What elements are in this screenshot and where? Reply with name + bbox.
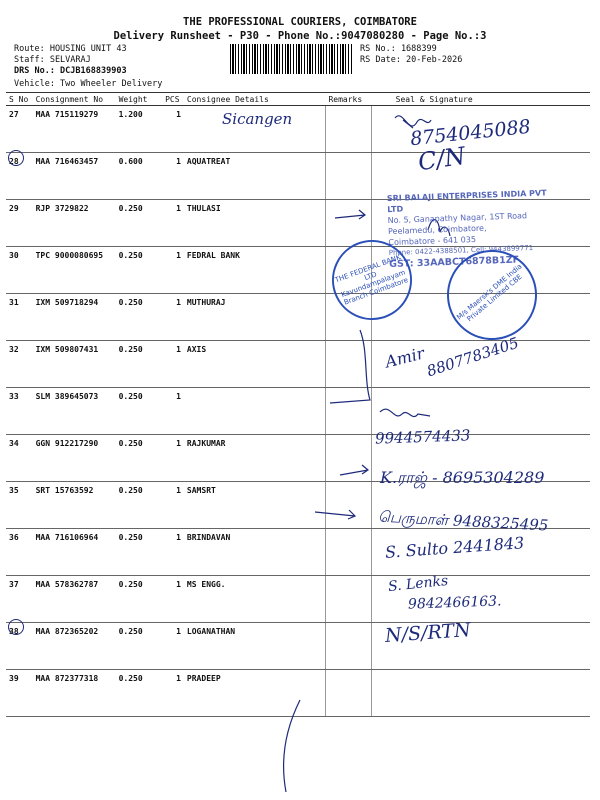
row-weight: 0.250 bbox=[116, 670, 163, 717]
row-pcs: 1 bbox=[162, 623, 184, 670]
row-sno: 38 bbox=[6, 623, 33, 670]
row-consignment-no: RJP 3729822 bbox=[33, 200, 116, 247]
row33-handwritten-sig: Amir bbox=[383, 343, 427, 372]
row-pcs: 1 bbox=[162, 247, 184, 294]
row-consignee: THULASI bbox=[184, 200, 326, 247]
row-pcs: 1 bbox=[162, 106, 184, 153]
row-pcs: 1 bbox=[162, 482, 184, 529]
row-consignment-no: MAA 716463457 bbox=[33, 153, 116, 200]
row-consignment-no: MAA 872377318 bbox=[33, 670, 116, 717]
row-pcs: 1 bbox=[162, 529, 184, 576]
row34-signature-stroke bbox=[380, 409, 430, 416]
runsheet-subtitle: Delivery Runsheet - P30 - Phone No.:9047080280 - Page No.:3 bbox=[113, 30, 487, 42]
row-sno: 37 bbox=[6, 576, 33, 623]
staff-label: Staff: SELVARAJ bbox=[14, 55, 91, 65]
arrow-29 bbox=[335, 210, 365, 219]
row-sno: 34 bbox=[6, 435, 33, 482]
row-consignment-no: MAA 716106964 bbox=[33, 529, 116, 576]
col-header: Weight bbox=[116, 93, 163, 106]
company-stamp-line: Coimbatore - 641 035 bbox=[388, 234, 477, 248]
arrow-35 bbox=[340, 465, 368, 475]
row-consignment-no: GGN 912217290 bbox=[33, 435, 116, 482]
row-weight: 0.250 bbox=[116, 435, 163, 482]
row-consignment-no: MAA 872365202 bbox=[33, 623, 116, 670]
row-consignee: LOGANATHAN bbox=[184, 623, 326, 670]
row39-handwritten-note: N/S/RTN bbox=[384, 619, 472, 647]
row37-handwritten-note: S. Sulto 2441843 bbox=[384, 533, 525, 562]
federal-bank-stamp-text: THE FEDERAL BANK LTD Kavundampalayam Branch Coimbatore bbox=[333, 253, 410, 307]
company-stamp-line: Peelamedu, Coimbatore, bbox=[387, 223, 487, 237]
row-weight: 0.250 bbox=[116, 200, 163, 247]
company-stamp-line: No. 5, Ganapathy Nagar, 1ST Road bbox=[387, 211, 528, 226]
row28-handwritten-sig: C/N bbox=[416, 141, 468, 177]
route-label: Route: HOUSING UNIT 43 bbox=[14, 44, 127, 54]
row-weight: 0.250 bbox=[116, 247, 163, 294]
row-consignee: MS ENGG. bbox=[184, 576, 326, 623]
row-consignee: AQUATREAT bbox=[184, 153, 326, 200]
row35-handwritten-note: K.ராஜ் - 8695304289 bbox=[380, 468, 545, 487]
row-pcs: 1 bbox=[162, 670, 184, 717]
row28-circle-mark bbox=[8, 150, 24, 166]
row38-handwritten-name: S. Lenks bbox=[387, 572, 449, 596]
row-weight: 0.600 bbox=[116, 153, 163, 200]
col-header: PCS bbox=[162, 93, 184, 106]
row-weight: 1.200 bbox=[116, 106, 163, 153]
row-pcs: 1 bbox=[162, 200, 184, 247]
col-header: Seal & Signature bbox=[372, 93, 590, 106]
row-pcs: 1 bbox=[162, 341, 184, 388]
row-weight: 0.250 bbox=[116, 388, 163, 435]
row34-handwritten-phone: 9944574433 bbox=[374, 426, 471, 448]
company-stamp-line: SRI BALAJI ENTERPRISES INDIA PVT LTD bbox=[386, 188, 547, 215]
rs-number: RS No.: 1688399 bbox=[360, 44, 437, 54]
row-weight: 0.250 bbox=[116, 529, 163, 576]
row38-handwritten-phone: 9842466163. bbox=[407, 593, 502, 613]
row-consignee: AXIS bbox=[184, 341, 326, 388]
rs-date: RS Date: 20-Feb-2026 bbox=[360, 55, 463, 65]
row-sno: 32 bbox=[6, 341, 33, 388]
row39-circle-mark bbox=[8, 619, 24, 635]
row33-bracket bbox=[330, 330, 370, 403]
row-consignment-no: SLM 389645073 bbox=[33, 388, 116, 435]
row-consignment-no: MAA 715119279 bbox=[33, 106, 116, 153]
row-pcs: 1 bbox=[162, 153, 184, 200]
row-weight: 0.250 bbox=[116, 341, 163, 388]
row-sno: 28 bbox=[6, 153, 33, 200]
col-header: Remarks bbox=[325, 93, 371, 106]
row-weight: 0.250 bbox=[116, 576, 163, 623]
row-consignee: SAMSRT bbox=[184, 482, 326, 529]
runsheet-title: THE PROFESSIONAL COURIERS, COIMBATORE bbox=[183, 16, 417, 28]
row-consignment-no: MAA 578362787 bbox=[33, 576, 116, 623]
row-consignment-no: IXM 509807431 bbox=[33, 341, 116, 388]
row-consignee: BRINDAVAN bbox=[184, 529, 326, 576]
row-consignee: FEDRAL BANK bbox=[184, 247, 326, 294]
row-weight: 0.250 bbox=[116, 623, 163, 670]
row-sno: 39 bbox=[6, 670, 33, 717]
bottom-pen-stroke bbox=[284, 700, 300, 792]
row-sno: 27 bbox=[6, 106, 33, 153]
dme-stamp-text: M/s Maersk's DME India Private Limited CBE bbox=[455, 262, 524, 324]
row-pcs: 1 bbox=[162, 576, 184, 623]
row-weight: 0.250 bbox=[116, 482, 163, 529]
row-sno: 31 bbox=[6, 294, 33, 341]
row-consignee: MUTHURAJ bbox=[184, 294, 326, 341]
row-sno: 29 bbox=[6, 200, 33, 247]
row-weight: 0.250 bbox=[116, 294, 163, 341]
row-consignment-no: TPC 9000080695 bbox=[33, 247, 116, 294]
company-stamp-gst: GST: 33AABCT6878B1ZF bbox=[389, 254, 520, 271]
row-pcs: 1 bbox=[162, 294, 184, 341]
row33-handwritten-phone: 8807783405 bbox=[424, 333, 521, 381]
row27-handwritten-phone: 8754045088 bbox=[409, 115, 532, 151]
vehicle-label: Vehicle: Two Wheeler Delivery bbox=[14, 79, 163, 89]
row-pcs: 1 bbox=[162, 388, 184, 435]
row-sno: 35 bbox=[6, 482, 33, 529]
row-pcs: 1 bbox=[162, 435, 184, 482]
col-header: S No bbox=[6, 93, 33, 106]
row-sno: 30 bbox=[6, 247, 33, 294]
drs-label: DRS No.: DCJB168839903 bbox=[14, 66, 127, 76]
arrow-36 bbox=[315, 510, 355, 519]
row27-handwritten-name: Sicangen bbox=[222, 110, 293, 128]
company-stamp-line: Phone: 0422-4388501, Cell: 9443899771 bbox=[388, 244, 534, 258]
row-consignee: PRADEEP bbox=[184, 670, 326, 717]
row-consignment-no: IXM 509718294 bbox=[33, 294, 116, 341]
col-header: Consignment No bbox=[33, 93, 116, 106]
row-consignee: RAJKUMAR bbox=[184, 435, 326, 482]
col-header: Consignee Details bbox=[184, 93, 326, 106]
row36-handwritten-note: பெருமாள் 9488325495 bbox=[377, 507, 549, 535]
row-sno: 36 bbox=[6, 529, 33, 576]
row-consignment-no: SRT 15763592 bbox=[33, 482, 116, 529]
row-sno: 33 bbox=[6, 388, 33, 435]
